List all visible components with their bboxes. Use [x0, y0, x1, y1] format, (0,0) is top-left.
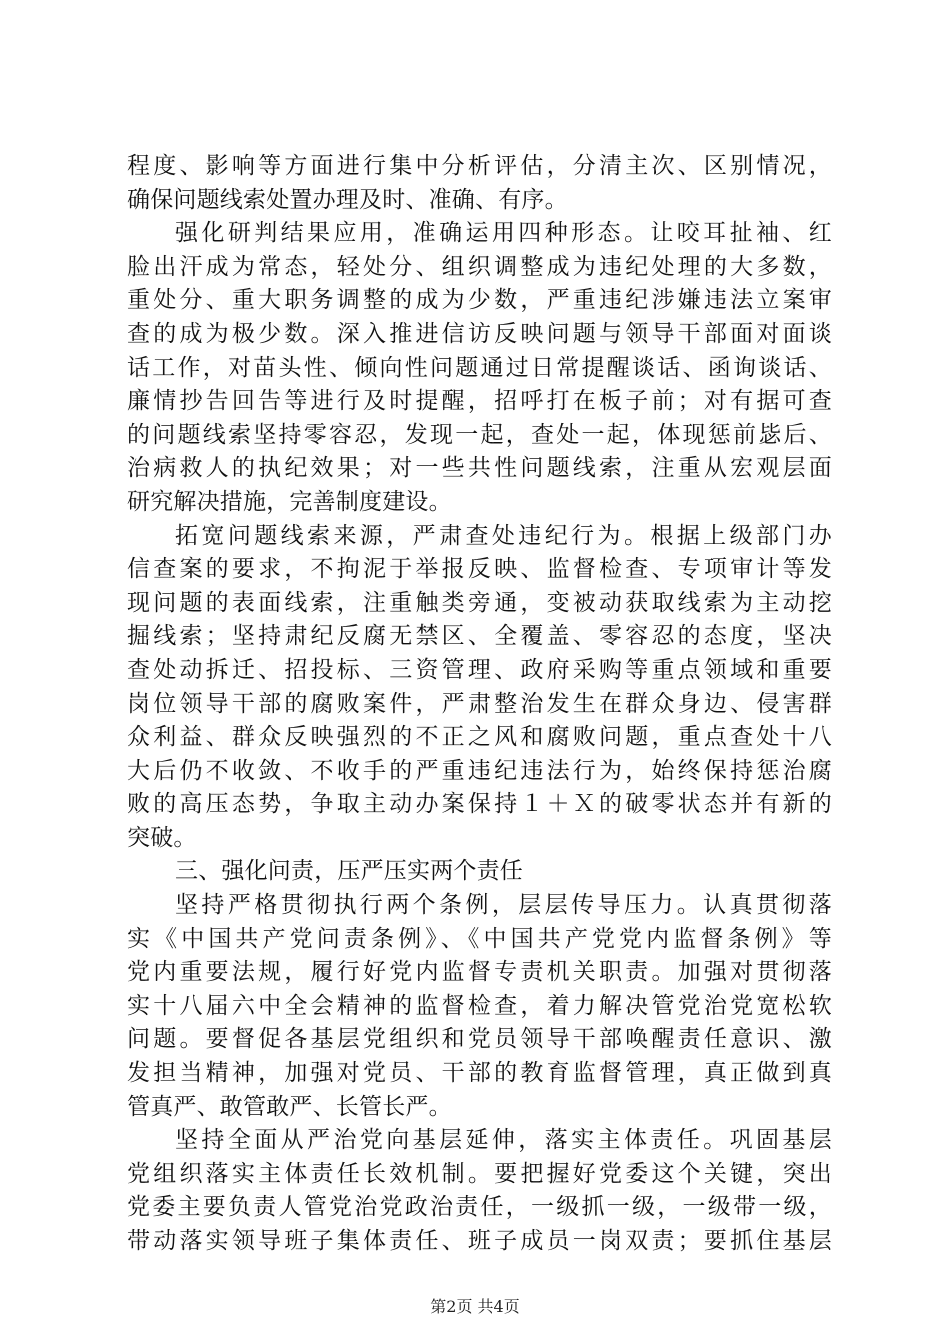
text-line: 众利益、群众反映强烈的不正之风和腐败问题，重点查处十八 — [127, 724, 832, 751]
text-line: 党组织落实主体责任长效机制。要把握好党委这个关键，突出 — [127, 1160, 832, 1187]
text-line: 大后仍不收敛、不收手的严重违纪违法行为，始终保持惩治腐 — [127, 757, 832, 784]
text-line: 问题。要督促各基层党组织和党员领导干部唤醒责任意识、激 — [127, 1026, 832, 1053]
text-line: 信查案的要求，不拘泥于举报反映、监督检查、专项审计等发 — [127, 556, 832, 583]
text-line: 岗位领导干部的腐败案件，严肃整治发生在群众身边、侵害群 — [127, 690, 832, 717]
page-footer: 第2页 共4页 — [430, 1297, 520, 1316]
text-line: 拓宽问题线索来源，严肃查处违纪行为。根据上级部门办 — [175, 522, 832, 549]
text-line: 廉情抄告回告等进行及时提醒，招呼打在板子前；对有据可查 — [127, 388, 832, 415]
text-line: 坚持严格贯彻执行两个条例，层层传导压力。认真贯彻落 — [175, 892, 832, 919]
text-line: 发担当精神，加强对党员、干部的教育监督管理，真正做到真 — [127, 1060, 832, 1087]
text-line: 查处动拆迁、招投标、三资管理、政府采购等重点领域和重要 — [127, 656, 832, 683]
text-line: 管真严、敢管敢严、长管长严。 — [127, 1093, 452, 1120]
text-line: 带动落实领导班子集体责任、班子成员一岗双责；要抓住基层 — [127, 1228, 832, 1254]
text-line: 确保问题线索处置办理及时、准确、有序。 — [127, 186, 568, 213]
text-line: 实十八届六中全会精神的监督检查，着力解决管党治党宽松软 — [127, 992, 832, 1019]
document-body — [127, 150, 832, 1259]
text-line: 党内重要法规，履行好党内监督专责机关职责。加强对贯彻落 — [127, 959, 832, 986]
text-line: 突破。 — [127, 824, 197, 851]
text-line: 强化研判结果应用，准确运用四种形态。让咬耳扯袖、红 — [175, 220, 832, 247]
text-line: 现问题的表面线索，注重触类旁通，变被动获取线索为主动挖 — [127, 589, 832, 616]
text-line: 败的高压态势，争取主动办案保持１＋Ｘ的破零状态并有新的 — [127, 791, 832, 818]
text-line: 三、强化问责，压严压实两个责任 — [175, 858, 523, 885]
text-line: 坚持全面从严治党向基层延伸，落实主体责任。巩固基层 — [175, 1127, 832, 1154]
text-line: 脸出汗成为常态，轻处分、组织调整成为违纪处理的大多数， — [127, 253, 832, 280]
text-line: 掘线索；坚持肃纪反腐无禁区、全覆盖、零容忍的态度，坚决 — [127, 623, 832, 650]
text-line: 重处分、重大职务调整的成为少数，严重违纪涉嫌违法立案审 — [127, 287, 832, 314]
text-line: 研究解决措施，完善制度建设。 — [127, 488, 452, 515]
text-line: 话工作，对苗头性、倾向性问题通过日常提醒谈话、函询谈话、 — [127, 354, 832, 381]
text-line: 实《中国共产党问责条例》、《中国共产党党内监督条例》等 — [127, 925, 832, 952]
text-line: 程度、影响等方面进行集中分析评估，分清主次、区别情况， — [127, 153, 832, 179]
text-line: 治病救人的执纪效果；对一些共性问题线索，注重从宏观层面 — [127, 455, 832, 482]
text-line: 的问题线索坚持零容忍，发现一起，查处一起，体现惩前毖后、 — [127, 421, 832, 448]
text-line: 党委主要负责人管党治党政治责任，一级抓一级，一级带一级， — [127, 1194, 832, 1221]
text-line: 查的成为极少数。深入推进信访反映问题与领导干部面对面谈 — [127, 320, 832, 347]
